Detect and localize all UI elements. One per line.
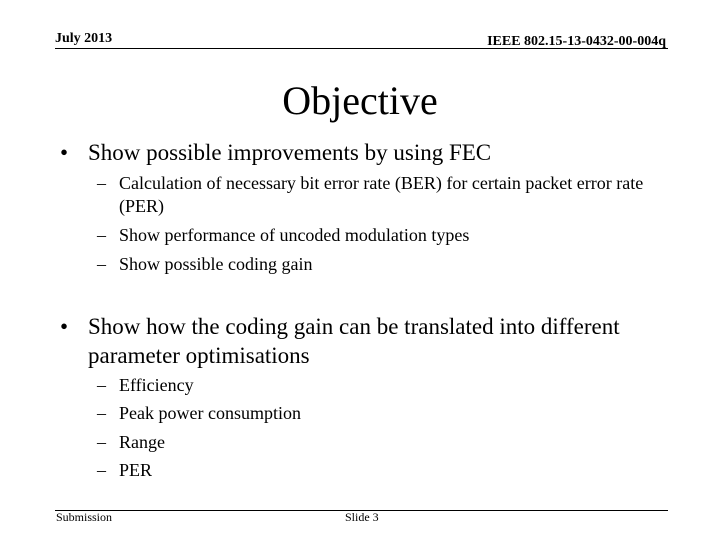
footer-slide-number: Slide 3 [345, 510, 379, 524]
sub-bullet-text: Peak power consumption [119, 403, 301, 423]
sub-bullet-marker: – [97, 432, 106, 452]
sub-bullet-marker: – [97, 173, 106, 193]
sub-bullet-text: Calculation of necessary bit error rate (BER) for certain packet error rate (PER) [119, 173, 644, 216]
sub-bullet-marker: – [97, 225, 106, 245]
sub-bullet-marker: – [97, 254, 106, 274]
bullet-1-marker: • [60, 140, 69, 165]
bullet-2-marker: • [60, 314, 69, 339]
slide-title: Objective [282, 78, 438, 123]
sub-bullet-text: PER [119, 460, 153, 480]
sub-bullet-marker: – [97, 375, 106, 395]
sub-bullet-marker: – [97, 403, 106, 423]
sub-bullet-marker: – [97, 460, 106, 480]
header-date: July 2013 [55, 31, 113, 46]
footer-submission: Submission [56, 510, 113, 524]
header-divider [55, 48, 668, 49]
sub-bullet-text: Show performance of uncoded modulation types [119, 225, 470, 245]
sub-bullet-text: Range [119, 432, 165, 452]
bullet-2-text: Show how the coding gain can be translated into different parameter optimisations [88, 314, 620, 368]
sub-bullet-text: Efficiency [119, 375, 194, 395]
sub-bullet-text: Show possible coding gain [119, 254, 313, 274]
bullet-1-text: Show possible improvements by using FEC [88, 140, 492, 165]
header-document-id: IEEE 802.15-13-0432-00-004q [487, 34, 666, 49]
